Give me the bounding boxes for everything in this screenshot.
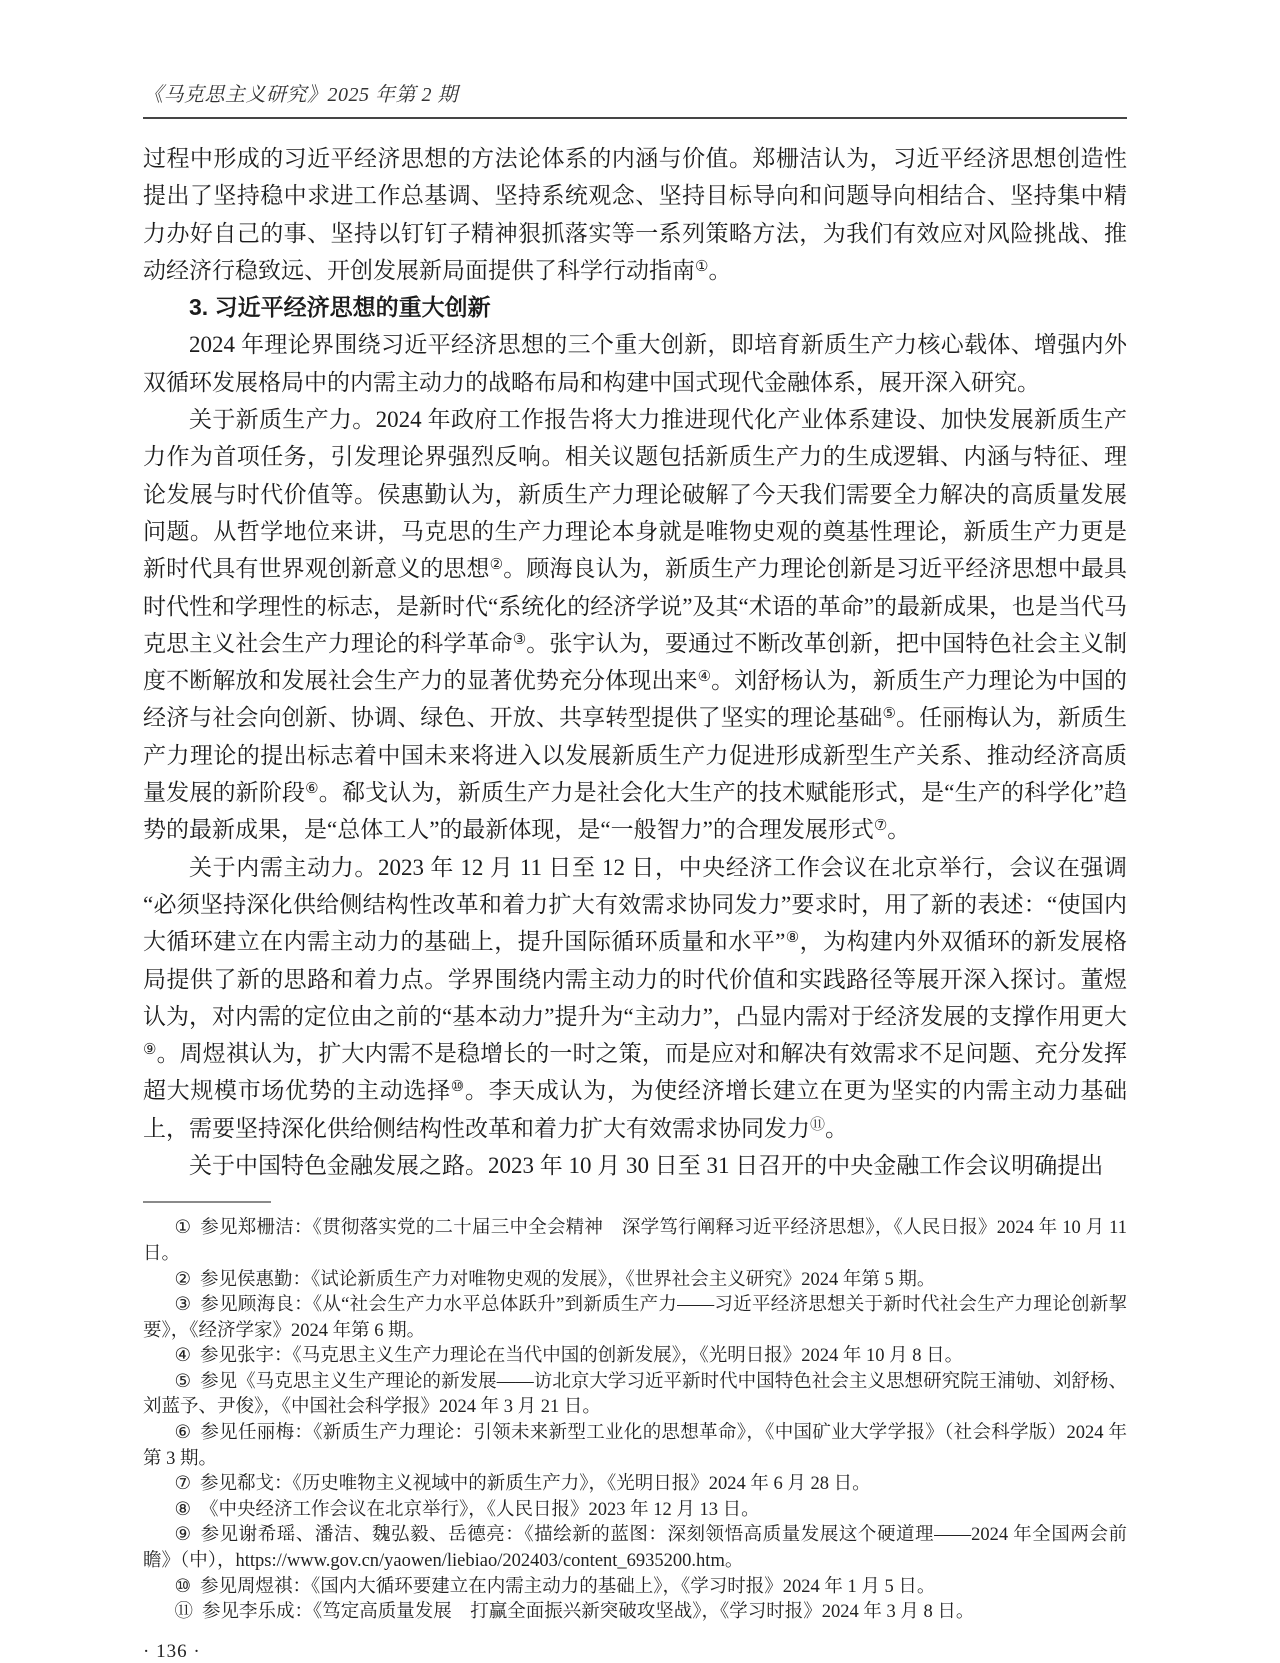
section-heading: [143, 289, 1127, 326]
footnote-ref: ⑦: [873, 818, 888, 835]
footnote-text: 《中央经济工作会议在北京举行》，《人民日报》2023 年 12 月 13 日。: [200, 1499, 760, 1520]
text-run: 。张宇认为，要通过不断改革创新，把中国特色社会主义制度不断解放和发展社会生产力的显著优势充分体现出来: [143, 630, 1128, 694]
footnote-text: 参见郗戈：《历史唯物主义视域中的新质生产力》，《光明日报》2024 年 6 月 28 日。: [200, 1474, 871, 1495]
body-paragraph: [143, 140, 1127, 289]
footnote-marker: ⑦: [174, 1474, 192, 1495]
footnote-item: [143, 1293, 1127, 1344]
footnote-text: 参见谢希瑶、潘洁、魏弘毅、岳德亮：《描绘新的蓝图：深刻领悟高质量发展这个硬道理——2024 年全国两会前瞻》（中），https://www.gov.cn/yaowen/liebiao/202403/content_6935200.htm。: [143, 1525, 1127, 1572]
footnote-marker: ①: [174, 1218, 192, 1239]
text-run: ，为构建内外双循环的新发展格局提供了新的思路和着力点。学界围绕内需主动力的时代价值和实践路径等展开深入探讨。董煜认为，对内需的定位由之前的“基本动力”提升为“主动力”，凸显内需对于经济发展的支撑作用更大: [143, 929, 1128, 1029]
text-run: 。郗戈认为，新质生产力是社会化大生产的技术赋能形式，是“生产的科学化”趋势的最新成果，是“总体工人”的最新体现，是“一般智力”的合理发展形式: [143, 780, 1128, 843]
footnote-ref: ⑥: [305, 781, 319, 798]
footnote-marker: ⑧: [174, 1499, 192, 1520]
footnote-marker: ④: [174, 1346, 192, 1367]
footnotes-section: [143, 1216, 1127, 1626]
footnote-ref: ⑧: [785, 930, 800, 947]
body-paragraph: [143, 326, 1127, 401]
footnote-item: [143, 1268, 1127, 1294]
footnote-ref: ⑩: [450, 1079, 465, 1096]
footnote-ref: ④: [697, 669, 712, 686]
footnote-item: [143, 1575, 1127, 1601]
footnote-ref: ③: [512, 631, 527, 648]
text-run: 。: [708, 257, 732, 283]
footnote-ref: ⑨: [143, 1042, 157, 1059]
body-paragraph: [143, 849, 1127, 1147]
footnote-ref: ⑤: [882, 706, 897, 723]
footnote-marker: ⑨: [174, 1525, 192, 1546]
body-paragraph: [143, 1147, 1127, 1184]
page-footer: [143, 1641, 1127, 1663]
footnote-item: [143, 1216, 1127, 1267]
footnote-marker: ③: [174, 1295, 192, 1316]
footnote-item: [143, 1498, 1127, 1524]
footnote-text: 参见任丽梅：《新质生产力理论：引领未来新型工业化的思想革命》，《中国矿业大学学报》（社会科学版）2024 年第 3 期。: [143, 1423, 1127, 1469]
article-body: [143, 140, 1127, 1184]
footnote-marker: ⑩: [174, 1576, 192, 1597]
footnote-ref: ①: [695, 258, 709, 275]
text-run: 。李天成认为，为使经济增长建立在更为坚实的内需主动力基础上，需要坚持深化供给侧结构性改革和着力扩大有效需求协同发力: [143, 1078, 1127, 1141]
footnote-text: 参见李乐成：《笃定高质量发展 打赢全面振兴新突破攻坚战》，《学习时报》2024 年 3 月 8 日。: [201, 1602, 975, 1623]
text-run: 。任丽梅认为，新质生产力理论的提出标志着中国未来将进入以发展新质生产力促进形成新型生产关系、推动经济高质量发展的新阶段: [143, 705, 1128, 806]
footnote-text: 参见侯惠勤：《试论新质生产力对唯物史观的发展》，《世界社会主义研究》2024 年第 5 期。: [200, 1269, 936, 1290]
page-number: · 136 ·: [143, 1640, 201, 1662]
footnote-text: 参见顾海良：《从“社会生产力水平总体跃升”到新质生产力——习近平经济思想关于新时代社会生产力理论创新挈要》，《经济学家》2024 年第 6 期。: [143, 1295, 1127, 1341]
footnote-marker: ⑥: [174, 1423, 192, 1444]
header-rule: [143, 117, 1127, 119]
text-run: 过程中形成的习近平经济思想的方法论体系的内涵与价值。郑栅洁认为，习近平经济思想创造性提出了坚持稳中求进工作总基调、坚持系统观念、坚持目标导向和问题导向相结合、坚持集中精力办好自己的事、坚持以钉钉子精神狠抓落实等一系列策略方法，为我们有效应对风险挑战、推动经济行稳致远、开创发展新局面提供了科学行动指南: [143, 146, 1127, 283]
footnote-item: [143, 1421, 1127, 1472]
text-run: 。刘舒杨认为，新质生产力理论为中国的经济与社会向创新、协调、绿色、开放、共享转型提供了坚实的理论基础: [143, 668, 1128, 731]
body-paragraph: [143, 401, 1127, 849]
footnote-separator: [143, 1201, 271, 1203]
footnote-item: [143, 1370, 1127, 1421]
footnote-text: 参见《马克思主义生产理论的新发展——访北京大学习近平新时代中国特色社会主义思想研究院王浦劬、刘舒杨、刘蓝予、尹俊》，《中国社会科学报》2024 年 3 月 21 日。: [143, 1371, 1127, 1418]
text-run: 。周煜祺认为，扩大内需不是稳增长的一时之策，而是应对和解决有效需求不足问题、充分发挥超大规模市场优势的主动选择: [143, 1041, 1128, 1104]
footnote-ref: ②: [489, 557, 504, 574]
text-run: 关于新质生产力。2024 年政府工作报告将大力推进现代化产业体系建设、加快发展新质生产力作为首项任务，引发理论界强烈反响。相关议题包括新质生产力的生成逻辑、内涵与特征、理论发展与时代价值等。侯惠勤认为，新质生产力理论破解了今天我们需要全力解决的高质量发展问题。从哲学地位来讲，马克思的生产力理论本身就是唯物史观的奠基性理论，新质生产力更是新时代具有世界观创新意义的思想: [143, 407, 1127, 582]
text-run: 关于中国特色金融发展之路。2023 年 10 月 30 日至 31 日召开的中央金融工作会议明确提出: [189, 1153, 1104, 1179]
footnote-marker: ⑪: [174, 1602, 193, 1623]
text-run: 关于内需主动力。2023 年 12 月 11 日至 12 日，中央经济工作会议在北京举行，会议在强调“必须坚持深化供给侧结构性改革和着力扩大有效需求协同发力”要求时，用了新的表述：“使国内大循环建立在内需主动力的基础上，提升国际循环质量和水平”: [143, 854, 1127, 955]
footnote-text: 参见张宇：《马克思主义生产力理论在当代中国的创新发展》，《光明日报》2024 年 10 月 8 日。: [200, 1346, 964, 1367]
text-run: 。: [825, 1115, 849, 1141]
footnote-ref: ⑪: [810, 1116, 826, 1133]
text-run: 。: [887, 817, 911, 843]
footnote-item: [143, 1472, 1127, 1498]
text-run: 3. 习近平经济思想的重大创新: [189, 294, 491, 321]
page-header: [143, 84, 1127, 119]
footnote-text: 参见周煜祺：《国内大循环要建立在内需主动力的基础上》，《学习时报》2024 年 1 月 5 日。: [200, 1576, 936, 1597]
footnote-item: [143, 1600, 1127, 1626]
footnote-item: [143, 1344, 1127, 1370]
text-run: 。顾海良认为，新质生产力理论创新是习近平经济思想中最具时代性和学理性的标志，是新时代“系统化的经济学说”及其“术语的革命”的最新成果，也是当代马克思主义社会生产力理论的科学革命: [143, 556, 1128, 656]
text-run: 2024 年理论界围绕习近平经济思想的三个重大创新，即培育新质生产力核心载体、增强内外双循环发展格局中的内需主动力的战略布局和构建中国式现代金融体系，展开深入研究。: [143, 332, 1127, 395]
footnote-marker: ⑤: [174, 1371, 192, 1392]
journal-issue-line: 《马克思主义研究》2025 年第 2 期: [143, 84, 458, 106]
footnote-text: 参见郑栅洁：《贯彻落实党的二十届三中全会精神 深学笃行阐释习近平经济思想》，《人民日报》2024 年 10 月 11 日。: [143, 1218, 1127, 1264]
footnote-item: [143, 1523, 1127, 1574]
footnote-marker: ②: [174, 1269, 192, 1290]
